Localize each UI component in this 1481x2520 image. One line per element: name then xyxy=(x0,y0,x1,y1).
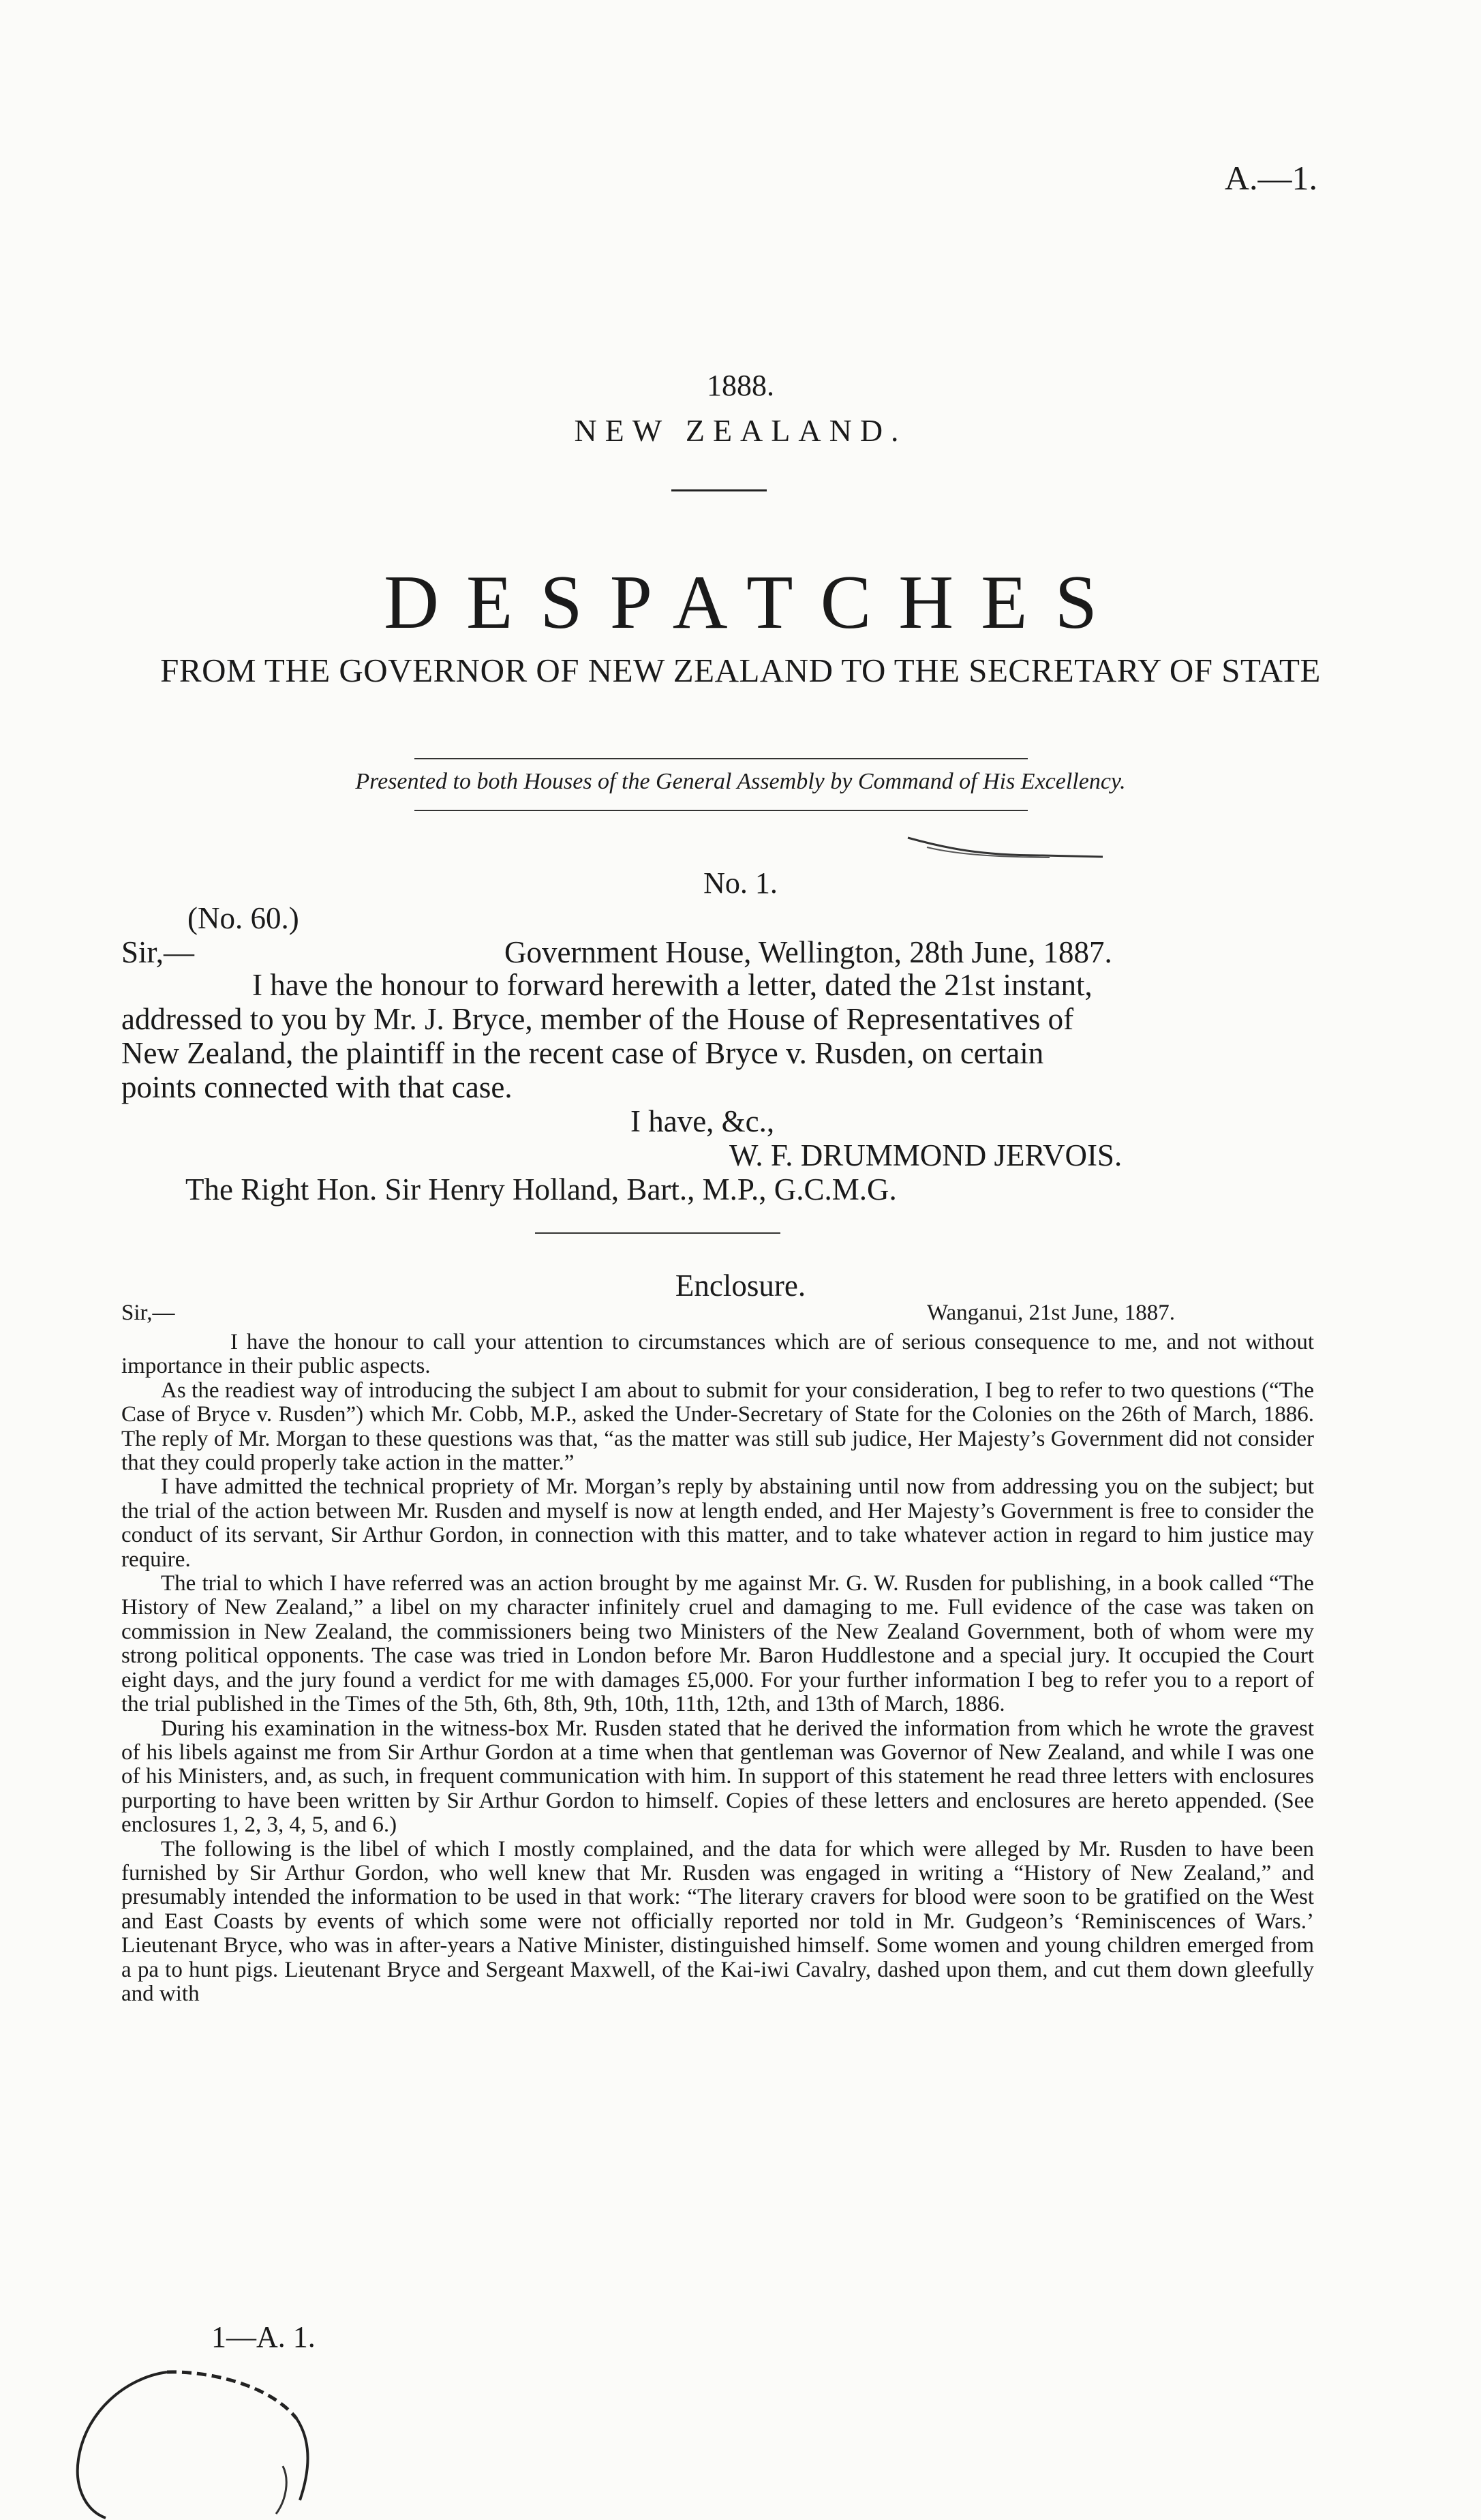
enclosure-paragraph: I have admitted the technical propriety of Mr. Morgan’s reply by abstaining until now from addressing you on the subject; but the trial of the action between Mr. Rusden and myself is now at length ended, and Her Majesty’s Government is free to consider the conduct of its servant, Sir Arthur Gordon, in connection with this matter, and to take whatever action in regard to him justice may require. xyxy=(121,1474,1314,1572)
country-heading: NEW ZEALAND. xyxy=(574,413,907,448)
library-stamp-mark xyxy=(65,2364,324,2520)
divider-rule xyxy=(671,489,767,491)
enclosure-paragraph: The trial to which I have referred was an action brought by me against Mr. G. W. Rusden for publishing, in a book called “The History of New Zealand,” a libel on my character infinitely cruel and damaging to me. Full evidence of the case was taken on commission in New Zealand, the commissioners being two Ministers of the New Zealand Government, both of whom were my strong political opponents. The case was tried in London before Mr. Baron Huddlestone and a special jury. It occupied the Court eight days, and the jury found a verdict for me with damages £5,000. For your further information I beg to refer you to a report of the trial published in the Times of the 5th, 6th, 8th, 9th, 10th, 11th, 12th, and 13th of March, 1886. xyxy=(121,1571,1314,1717)
enclosure-paragraph: As the readiest way of introducing the subject I am about to submit for your consideration, I beg to refer to two questions (“The Case of Bryce v. Rusden”) which Mr. Cobb, M.P., asked the Under-Secretary of State for the Colonies on the 26th of March, 1886. The reply of Mr. Morgan to these questions was that, “as the matter was still sub judice, Her Majesty’s Government did not consider that they could properly take action in the matter.” xyxy=(121,1378,1314,1476)
flourish-ornament xyxy=(906,835,1104,862)
enclosure-paragraph: During his examination in the witness-box Mr. Rusden stated that he derived the information from which he wrote the gravest of his libels against me from Sir Arthur Gordon at a time when that gentleman was Governor of New Zealand, and while I was one of his Ministers, and, as such, in frequent communication with him. In support of this statement he read three letters with enclosures purporting to have been written by Sir Arthur Gordon to himself. Copies of these letters and enclosures are hereto appended. (See enclosures 1, 2, 3, 4, 5, and 6.) xyxy=(121,1716,1314,1838)
despatch-signature: W. F. DRUMMOND JERVOIS. xyxy=(729,1138,1123,1172)
section-divider xyxy=(535,1232,780,1234)
document-subtitle: FROM THE GOVERNOR OF NEW ZEALAND TO THE SECRETARY OF STATE xyxy=(160,652,1321,689)
despatch-body-line: I have the honour to forward herewith a letter, dated the 21st instant, xyxy=(252,968,1093,1002)
despatch-addressee: The Right Hon. Sir Henry Holland, Bart., M.P., G.C.M.G. xyxy=(185,1172,897,1206)
enclosure-paragraph: I have the honour to call your attention to circumstances which are of serious consequence to me, and not without importance in their public aspects. xyxy=(121,1330,1314,1379)
enclosure-heading: Enclosure. xyxy=(675,1269,806,1303)
despatch-closing: I have, &c., xyxy=(630,1104,775,1138)
presented-line: Presented to both Houses of the General Assembly by Command of His Excellency. xyxy=(355,769,1126,794)
despatch-ref-no: (No. 60.) xyxy=(187,901,299,935)
enclosure-place-date: Wanganui, 21st June, 1887. xyxy=(927,1301,1175,1325)
despatch-body-line: points connected with that case. xyxy=(121,1070,513,1104)
page-reference: A.—1. xyxy=(1224,159,1317,197)
presented-top-rule xyxy=(414,758,1028,759)
despatch-body-line: New Zealand, the plaintiff in the recent case of Bryce v. Rusden, on certain xyxy=(121,1036,1044,1070)
despatch-place-date: Government House, Wellington, 28th June, 1887. xyxy=(504,935,1112,969)
publication-year: 1888. xyxy=(707,369,774,402)
enclosure-salutation: Sir,— xyxy=(121,1301,175,1325)
enclosure-body xyxy=(121,1331,1314,2006)
page-number: 1—A. 1. xyxy=(211,2320,316,2354)
document-title: DESPATCHES xyxy=(384,560,1125,645)
enclosure-paragraph: The following is the libel of which I mostly complained, and the data for which were alleged by Mr. Rusden to have been furnished by Sir Arthur Gordon, who well knew that Mr. Rusden was engaged in writing a “History of New Zealand,” and presumably intended the information to be used in that work: “The literary cravers for blood were soon to be gratified on the West and East Coasts by events of which some were not officially reported nor told in Mr. Gudgeon’s ‘Reminiscences of Wars.’ Lieutenant Bryce, who was in after-years a Native Minister, distinguished himself. Some women and young children emerged from a pa to hunt pigs. Lieutenant Bryce and Sergeant Maxwell, of the Kai-iwi Cavalry, dashed upon them, and cut them down gleefully and with xyxy=(121,1836,1314,2006)
presented-bottom-rule xyxy=(414,810,1028,811)
despatch-number: No. 1. xyxy=(703,866,778,900)
despatch-body-line: addressed to you by Mr. J. Bryce, member of the House of Representatives of xyxy=(121,1002,1074,1036)
despatch-salutation: Sir,— xyxy=(121,935,194,969)
